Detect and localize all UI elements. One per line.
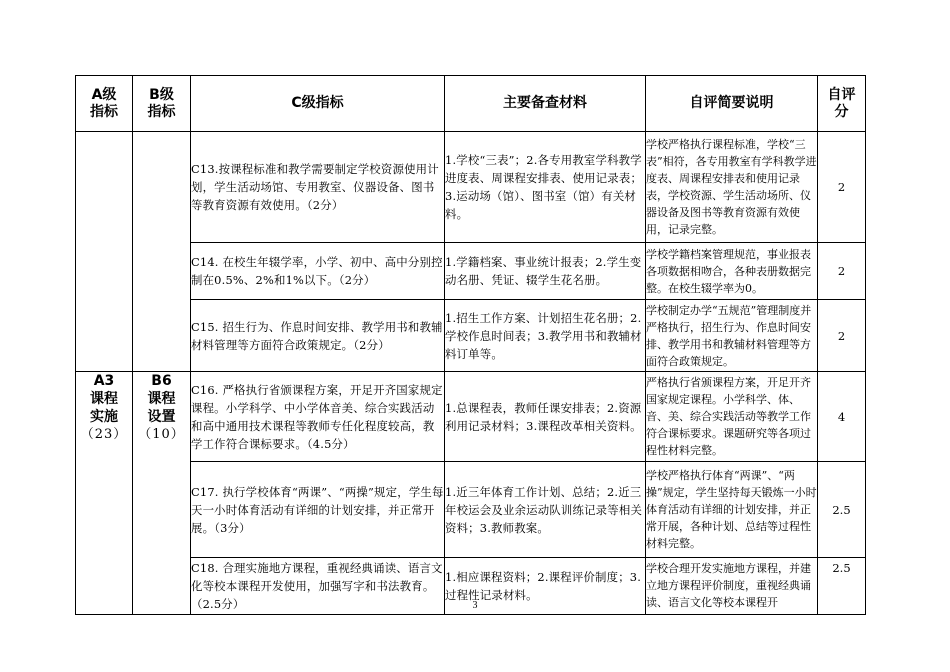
explanation-text: 学校合理开发实施地方课程，并建立地方课程评价制度，重视经典诵读、语言文化等校本课程开 (646, 562, 811, 610)
header-materials: 主要备查材料 (445, 76, 646, 132)
materials-cell: 1.总课程表，教师任课安排表；2.资源利用记录材料；3.课程改革相关资料。 (445, 372, 646, 462)
b-name-line1: 课程 (147, 391, 176, 407)
explanation-cell: 学校制定办学“五规范”管理制度并严格执行，招生行为、作息时间安排、教学用书和教辅材料管理等方面符合政策规定。 (646, 300, 818, 372)
b-level-group-cell (133, 372, 191, 615)
evaluation-table (75, 75, 866, 615)
score-cell: 2.5 (818, 557, 866, 614)
header-b-level: B级 指标 (133, 76, 191, 132)
header-row (76, 76, 866, 132)
a-name-line2: 实施 (90, 409, 118, 425)
materials-cell: 1.近三年体育工作计划、总结；2.近三年校运会及业余运动队训练记录等相关资料；3.教师教案。 (445, 462, 646, 558)
c-indicator: C18. 合理实施地方课程，重视经典诵读、语言文化等校本课程开发使用，加强写字和书法教育。（2.5分） (191, 557, 445, 614)
a-code: A3 (93, 373, 115, 389)
explanation-cell: 严格执行省颁课程方案，开足开齐国家规定课程。小学科学、体、音、美、综合实践活动等教学工作符合课标要求。课题研究等各项过程性材料完整。 (646, 372, 818, 462)
b-name-line2: 设置 (147, 409, 176, 425)
a-name-line1: 课程 (90, 391, 118, 407)
materials-cell: 1.学籍档案、事业统计报表；2.学生变动名册、凭证、辍学生花名册。 (445, 243, 646, 300)
explanation-cell: 学校学籍档案管理规范，事业报表各项数据相吻合，各种表册数据完整。在校生辍学率为0。 (646, 243, 818, 300)
b-points: （10） (138, 427, 185, 442)
table-row (76, 243, 866, 300)
c-indicator: C16. 严格执行省颁课程方案，开足开齐国家规定课程。小学科学、中小学体音美、综合实践活动和高中通用技术课程等教师专任化程度较高，教学工作符合课标要求。（4.5分） (191, 372, 445, 462)
table-row (76, 462, 866, 558)
table-row (76, 372, 866, 462)
materials-cell: 1.招生工作方案、计划招生花名册；2.学校作息时间表；3.教学用书和教辅材料订单等。 (445, 300, 646, 372)
score-cell: 4 (818, 372, 866, 462)
page-number: 3 (472, 600, 478, 611)
a-points: （23） (80, 427, 128, 442)
explanation-cell: 学校严格执行体育“两课”、“两操”规定，学生坚持每天锻炼一小时体育活动有详细的计划安排，并正常开展，各种计划、总结等过程性材料完整。 (646, 462, 818, 558)
a-level-cell-empty (76, 132, 133, 372)
c-indicator: C14. 在校生年辍学率，小学、初中、高中分别控制在0.5%、2%和1%以下。（2分） (191, 243, 445, 300)
c-indicator: C13.按课程标准和教学需要制定学校资源使用计划，学生活动场馆、专用教室、仪器设备、图书等教育资源有效使用。（2分） (191, 132, 445, 243)
table-row (76, 300, 866, 372)
a-level-group-cell (76, 372, 133, 615)
table-row (76, 132, 866, 243)
header-score: 自评 分 (818, 76, 866, 132)
score-cell: 2 (818, 300, 866, 372)
materials-cell: 1.相应课程资料；2.课程评价制度；3.过程性记录材料。 (445, 557, 646, 614)
materials-cell: 1.学校“三表”；2.各专用教室学科教学进度表、周课程安排表、使用记录表；3.运动场（馆）、图书室（馆）有关材料。 (445, 132, 646, 243)
header-a-level: A级 指标 (76, 76, 133, 132)
b-code: B6 (151, 373, 172, 389)
score-cell: 2 (818, 243, 866, 300)
score-cell: 2 (818, 132, 866, 243)
header-explanation: 自评简要说明 (646, 76, 818, 132)
c-indicator: C17. 执行学校体育“两课”、“两操”规定，学生每天一小时体育活动有详细的计划安排，并正常开展。（3分） (191, 462, 445, 558)
explanation-cell: 学校严格执行课程标准，学校“三表”相符，各专用教室有学科教学进度表、周课程安排表和使用记录表，学校资源、学生活动场所、仪器设备及图书等教育资源有效使用，记录完整。 (646, 132, 818, 243)
b-level-cell-empty (133, 132, 191, 372)
score-cell: 2.5 (818, 462, 866, 558)
c-indicator: C15. 招生行为、作息时间安排、教学用书和教辅材料管理等方面符合政策规定。（2分） (191, 300, 445, 372)
header-c-level: C级指标 (191, 76, 445, 132)
